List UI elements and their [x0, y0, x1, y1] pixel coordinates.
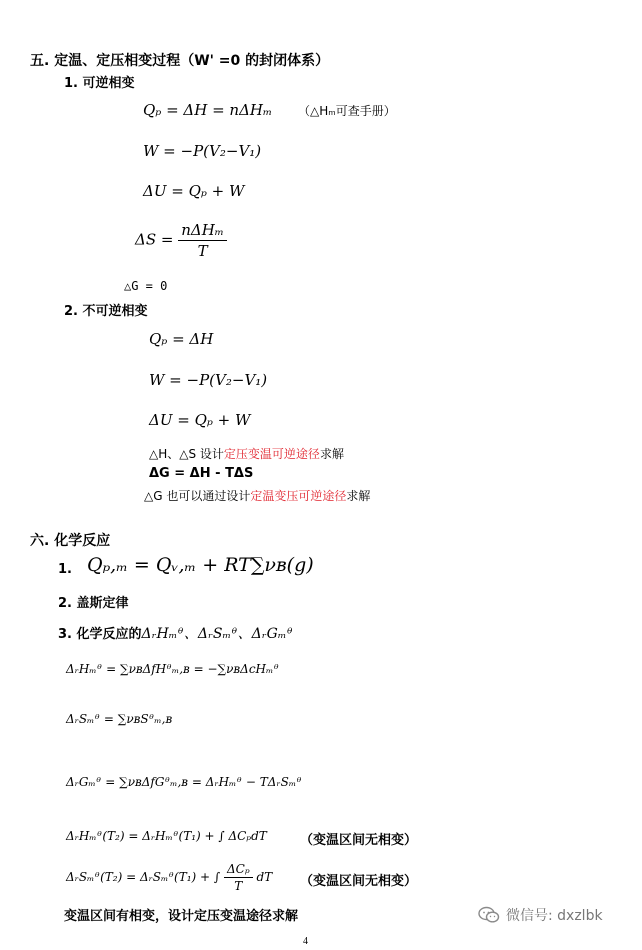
equation-ds-numerator: nΔHₘ — [178, 221, 227, 241]
subsection1-heading: 1. 可逆相变 — [64, 76, 135, 91]
equation-reaction-entropy: ΔᵣSₘᶿ = ∑νʙSᶿₘ,ʙ — [66, 712, 173, 726]
dg-zero: △G = 0 — [124, 279, 168, 293]
equation-reaction-gibbs: ΔᵣGₘᶿ = ∑νʙΔfGᶿₘ,ʙ = ΔᵣHₘᶿ − TΔᵣSₘᶿ — [66, 775, 302, 789]
equation-kirchhoff-entropy-denominator: T — [234, 879, 243, 893]
item3-heading-prefix: 3. 化学反应的 — [58, 627, 142, 642]
item3-heading-terms: ΔᵣHₘᶿ、ΔᵣSₘᶿ、ΔᵣGₘᶿ — [141, 626, 294, 642]
equation-work-reversible: W = −P(V₂−V₁) — [143, 142, 262, 160]
item2-hess-law: 2. 盖斯定律 — [58, 596, 129, 611]
equation-ds-fraction — [178, 221, 227, 260]
note-dh-ds-prefix: △H、△S 设计 — [149, 447, 224, 461]
page-number: 4 — [303, 936, 308, 947]
equation-work-irreversible: W = −P(V₂−V₁) — [149, 371, 268, 389]
wechat-icon — [478, 906, 500, 924]
equation-du-reversible: ΔU = Qₚ + W — [143, 182, 245, 200]
equation-kirchhoff-entropy-fraction — [224, 862, 253, 893]
equation-kirchhoff-enthalpy: ΔᵣHₘᶿ(T₂) = ΔᵣHₘᶿ(T₁) + ∫ ΔCₚdT — [66, 829, 267, 843]
note-no-phase-change-2: （变温区间无相变） — [300, 874, 418, 889]
equation-qp-qv: Qₚ,ₘ = Qᵥ,ₘ + RT∑νʙ(g) — [87, 554, 314, 576]
equation-ds-lhs: ΔS = — [135, 230, 174, 249]
note-dg-suffix: 求解 — [346, 489, 371, 503]
item3-heading — [58, 623, 293, 643]
equation-reaction-enthalpy: ΔᵣHₘᶿ = ∑νʙΔfHᶿₘ,ʙ = −∑νʙΔcHₘᶿ — [66, 662, 280, 676]
equation-note-handbook: （△Hₘ可查手册） — [298, 104, 396, 118]
note-dh-ds — [149, 445, 344, 462]
equation-qp-irreversible: Qₚ = ΔH — [149, 330, 214, 348]
equation-kirchhoff-entropy-numerator: ΔCₚ — [224, 862, 253, 878]
final-note-phase-change: 变温区间有相变，设计定压变温途径求解 — [64, 909, 299, 924]
equation-qp-reversible: Qₚ = ΔH = nΔHₘ — [143, 101, 273, 119]
equation-kirchhoff-entropy — [66, 862, 272, 893]
note-dh-ds-suffix: 求解 — [319, 447, 344, 461]
watermark-text: 微信号: dxzlbk — [506, 908, 603, 924]
note-dg — [144, 487, 370, 504]
section5-title: 五. 定温、定压相变过程（W' =0 的封闭体系） — [30, 53, 330, 69]
note-no-phase-change-1: （变温区间无相变） — [300, 833, 418, 848]
note-dg-prefix: △G 也可以通过设计 — [144, 489, 251, 503]
equation-ds-denominator: T — [197, 242, 208, 260]
item1-number: 1. — [58, 562, 72, 577]
equation-kirchhoff-entropy-lhs: ΔᵣSₘᶿ(T₂) = ΔᵣSₘᶿ(T₁) + ∫ — [66, 870, 221, 884]
watermark — [478, 905, 603, 925]
equation-ds-reversible — [135, 221, 227, 260]
section6-title: 六. 化学反应 — [30, 533, 111, 549]
equation-gibbs-bold: ΔG = ΔH - TΔS — [149, 466, 254, 481]
subsection2-heading: 2. 不可逆相变 — [64, 304, 148, 319]
equation-du-irreversible: ΔU = Qₚ + W — [149, 411, 251, 429]
equation-kirchhoff-entropy-tail: dT — [256, 870, 273, 884]
note-dh-ds-highlight: 定压变温可逆途径 — [223, 447, 320, 461]
note-dg-highlight: 定温变压可逆途径 — [250, 489, 347, 503]
